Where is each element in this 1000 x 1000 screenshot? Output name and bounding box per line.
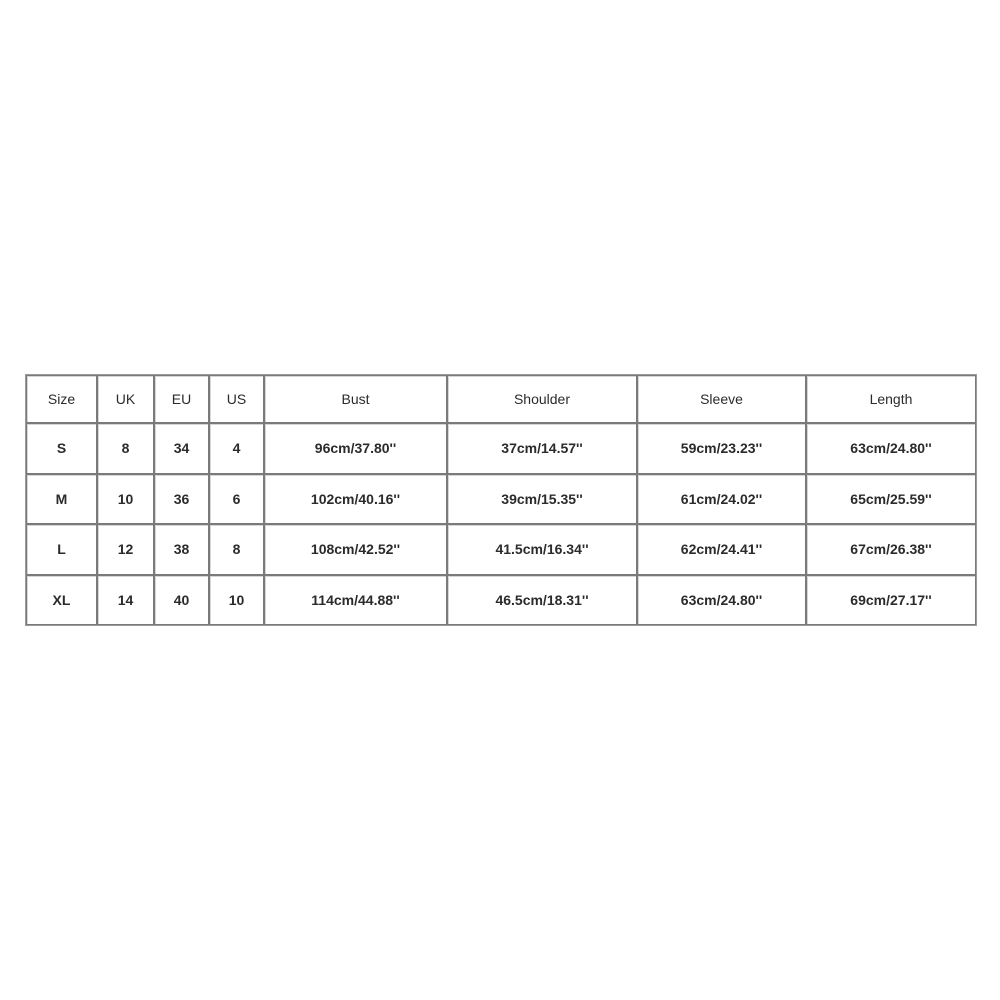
cell-length: 69cm/27.17'' — [806, 575, 976, 626]
cell-bust: 102cm/40.16'' — [264, 474, 447, 525]
table-row — [26, 474, 976, 525]
table-row — [26, 524, 976, 575]
cell-bust: 96cm/37.80'' — [264, 423, 447, 474]
header-us: US — [209, 375, 264, 423]
header-eu: EU — [154, 375, 209, 423]
cell-length: 67cm/26.38'' — [806, 524, 976, 575]
cell-uk: 12 — [97, 524, 154, 575]
cell-shoulder: 37cm/14.57'' — [447, 423, 637, 474]
cell-us: 4 — [209, 423, 264, 474]
cell-uk: 10 — [97, 474, 154, 525]
header-shoulder: Shoulder — [447, 375, 637, 423]
header-uk: UK — [97, 375, 154, 423]
cell-size: XL — [26, 575, 97, 626]
cell-bust: 114cm/44.88'' — [264, 575, 447, 626]
cell-size: L — [26, 524, 97, 575]
size-chart-table — [25, 374, 977, 626]
cell-uk: 14 — [97, 575, 154, 626]
cell-shoulder: 46.5cm/18.31'' — [447, 575, 637, 626]
header-length: Length — [806, 375, 976, 423]
cell-us: 6 — [209, 474, 264, 525]
cell-size: M — [26, 474, 97, 525]
cell-sleeve: 61cm/24.02'' — [637, 474, 806, 525]
cell-eu: 34 — [154, 423, 209, 474]
cell-eu: 36 — [154, 474, 209, 525]
cell-length: 65cm/25.59'' — [806, 474, 976, 525]
header-size: Size — [26, 375, 97, 423]
cell-size: S — [26, 423, 97, 474]
cell-length: 63cm/24.80'' — [806, 423, 976, 474]
table-row — [26, 423, 976, 474]
cell-us: 10 — [209, 575, 264, 626]
cell-eu: 40 — [154, 575, 209, 626]
header-sleeve: Sleeve — [637, 375, 806, 423]
cell-sleeve: 63cm/24.80'' — [637, 575, 806, 626]
header-row — [26, 375, 976, 423]
cell-sleeve: 62cm/24.41'' — [637, 524, 806, 575]
cell-uk: 8 — [97, 423, 154, 474]
cell-shoulder: 41.5cm/16.34'' — [447, 524, 637, 575]
cell-shoulder: 39cm/15.35'' — [447, 474, 637, 525]
cell-us: 8 — [209, 524, 264, 575]
header-bust: Bust — [264, 375, 447, 423]
cell-bust: 108cm/42.52'' — [264, 524, 447, 575]
cell-eu: 38 — [154, 524, 209, 575]
table-row — [26, 575, 976, 626]
cell-sleeve: 59cm/23.23'' — [637, 423, 806, 474]
